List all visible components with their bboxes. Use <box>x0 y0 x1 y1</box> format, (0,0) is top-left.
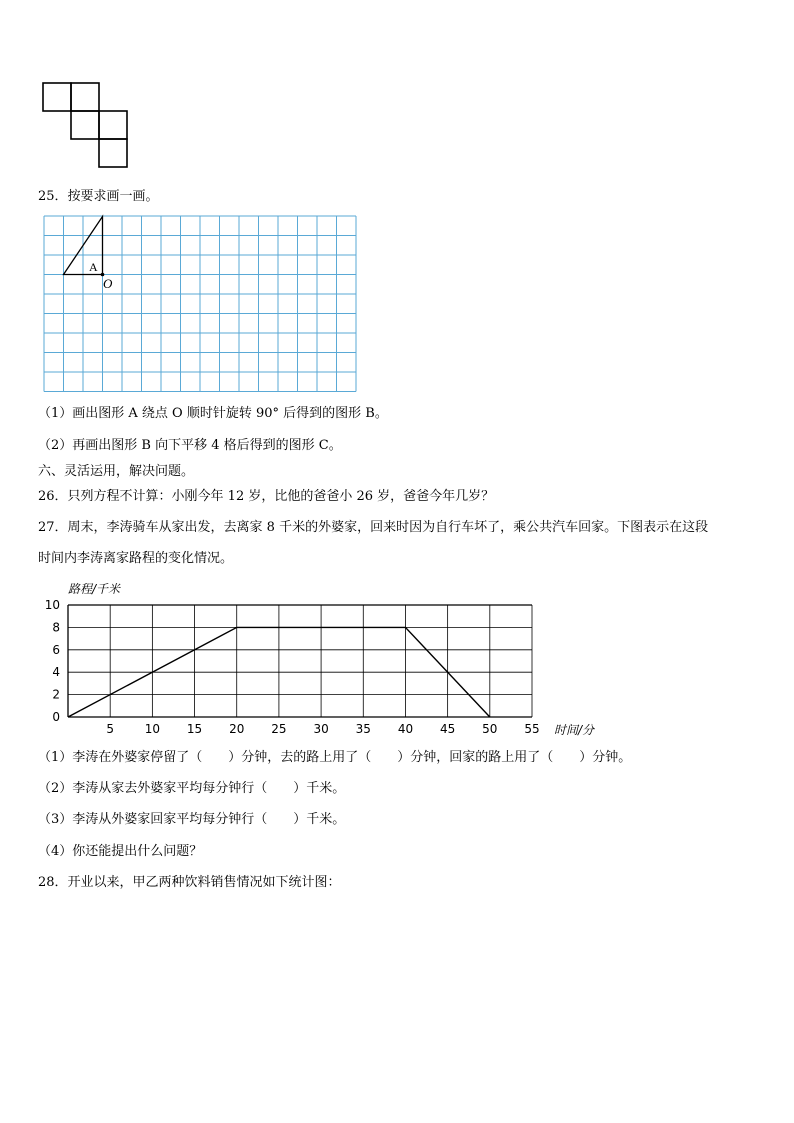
q27-sub4: （4）你还能提出什么问题？ <box>38 844 203 859</box>
q25-sub2: （2）再画出图形 B 向下平移 4 格后得到的图形 C。 <box>38 438 342 453</box>
y-tick-label: 0 <box>52 710 60 724</box>
y-tick-label: 2 <box>52 687 60 702</box>
y-tick-label: 10 <box>44 598 60 612</box>
x-tick-label: 50 <box>482 722 498 736</box>
triangle-a-label: A <box>89 260 98 274</box>
x-tick-label: 45 <box>439 722 456 736</box>
point-o-label: O <box>103 276 113 291</box>
q25-sub1: （1）画出图形 A 绕点 O 顺时针旋转 90° 后得到的图形 B。 <box>38 406 388 421</box>
q25-title: 25．按要求画一画。 <box>38 189 159 204</box>
x-axis-label: 时间/分 <box>554 723 595 737</box>
y-tick-label: 8 <box>52 620 60 635</box>
net-square <box>71 83 99 111</box>
cube-net-figure <box>42 82 132 172</box>
q27-line2: 时间内李涛离家路程的变化情况。 <box>38 551 234 566</box>
x-tick-label: 40 <box>397 722 414 736</box>
x-tick-label: 5 <box>106 722 115 736</box>
q27-sub1: （1）李涛在外婆家停留了（ ）分钟，去的路上用了（ ）分钟，回家的路上用了（ ）分钟。 <box>38 750 632 765</box>
q27-sub2: （2）李涛从家去外婆家平均每分钟行（ ）千米。 <box>38 781 346 796</box>
x-tick-label: 10 <box>144 722 161 736</box>
q26-text: 26．只列方程不计算：小刚今年 12 岁，比他的爸爸小 26 岁，爸爸今年几岁？ <box>38 489 495 504</box>
q27-line1: 27．周末，李涛骑车从家出发，去离家 8 千米的外婆家，回来时因为自行车坏了，乘公共汽车回家。下图表示在这段 <box>38 520 709 535</box>
q28-text: 28．开业以来，甲乙两种饮料销售情况如下统计图： <box>38 875 341 890</box>
q27-sub3: （3）李涛从外婆家回家平均每分钟行（ ）千米。 <box>38 812 346 827</box>
x-tick-label: 20 <box>229 722 245 736</box>
x-tick-label: 55 <box>524 722 540 736</box>
distance-time-chart <box>32 578 632 740</box>
x-tick-label: 30 <box>313 722 329 736</box>
x-tick-label: 35 <box>355 722 371 736</box>
y-axis-label: 路程/千米 <box>68 582 121 596</box>
square-grid[interactable] <box>43 214 361 394</box>
net-square <box>99 111 127 139</box>
x-tick-label: 25 <box>271 722 287 736</box>
y-tick-label: 4 <box>52 665 60 680</box>
x-tick-label: 15 <box>186 722 203 736</box>
net-square <box>99 139 127 167</box>
section-6-heading: 六、灵活运用，解决问题。 <box>38 464 195 479</box>
net-square <box>71 111 99 139</box>
y-tick-label: 6 <box>52 642 60 657</box>
net-square <box>43 83 71 111</box>
